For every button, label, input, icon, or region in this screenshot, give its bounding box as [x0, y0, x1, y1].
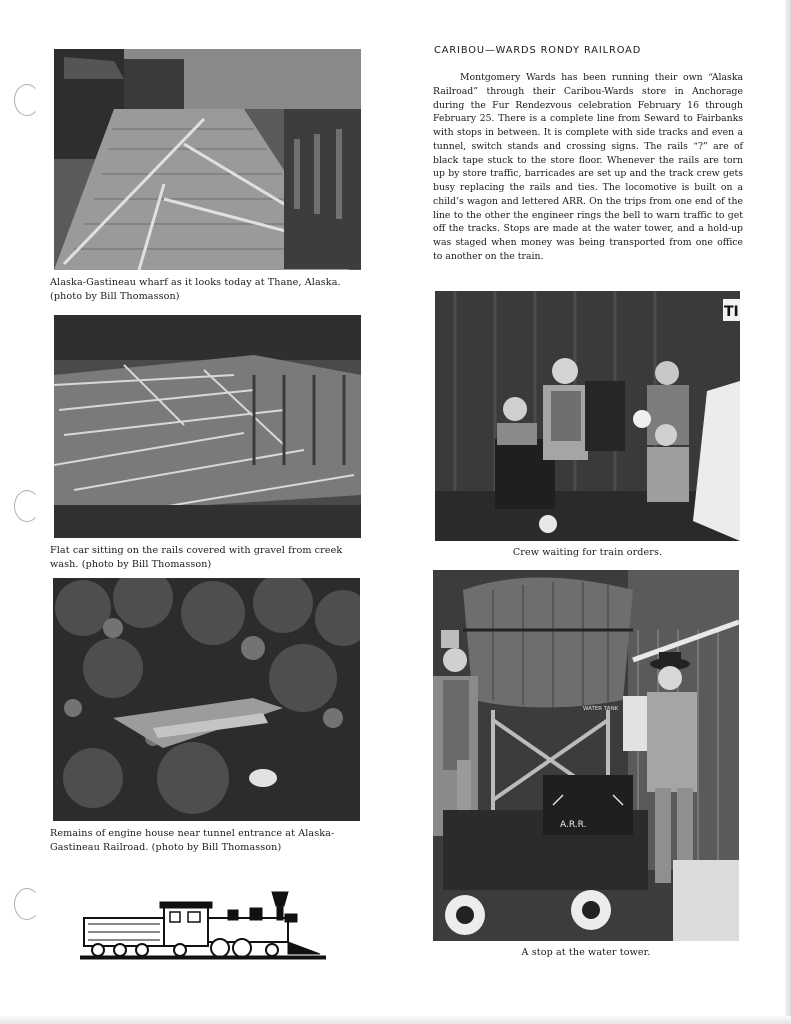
binder-hole-top [14, 84, 40, 116]
wharf-caption: Alaska-Gastineau wharf as it looks today at Thane, Alaska. (photo by Bill Thomasson) [50, 277, 341, 302]
crew-sign-text: TI [724, 304, 739, 320]
water-tower-caption: A stop at the water tower. [521, 947, 651, 958]
crew-caption: Crew waiting for train orders. [512, 547, 663, 558]
flatcar-caption: Flat car sitting on the rails covered with gravel from creek wash. (photo by Bill Thomasson) [50, 545, 343, 570]
article-heading: CARIBOU—WARDS RONDY RAILROAD [434, 45, 642, 56]
wharf-photo [54, 49, 361, 270]
binder-hole-bottom [14, 888, 40, 920]
wagon-lettering: A.R.R. [560, 820, 587, 830]
locomotive-illustration [80, 888, 326, 960]
water-tower-photo [433, 570, 739, 941]
article-body: Montgomery Wards has been running their own “Alaska Railroad” through their Caribou-Wards store in Anchorage during the Fur Rendezvous celebration February 16 through February 25. There is a complete line from Seward to Fairbanks with stops in between. It is complete with side tracks and even a tunnel, switch stands and crossing signs. The rails “?” are of black tape stuck to the store floor. Whenever the rails are torn up by store traffic, barricades are set up and the track crew gets busy replacing the rails and ties. The locomotive is built on a child’s wagon and lettered ARR. On the trips from one end of the line to the other the engineer rings the bell to warn traffic to get off the tracks. Stops are made at the water tower, and a hold-up was staged when money was being transported from one office to another on the train. [433, 72, 743, 262]
page-edge [785, 0, 791, 1024]
engine-house-photo [53, 578, 360, 821]
crew-photo [435, 291, 740, 541]
page-bottom-edge [0, 1016, 791, 1024]
engine-house-caption: Remains of engine house near tunnel entrance at Alaska-Gastineau Railroad. (photo by Bill Thomasson) [50, 828, 335, 853]
flatcar-photo [54, 315, 361, 538]
water-tank-label: WATER TANK [583, 706, 619, 712]
binder-hole-middle [14, 490, 40, 522]
